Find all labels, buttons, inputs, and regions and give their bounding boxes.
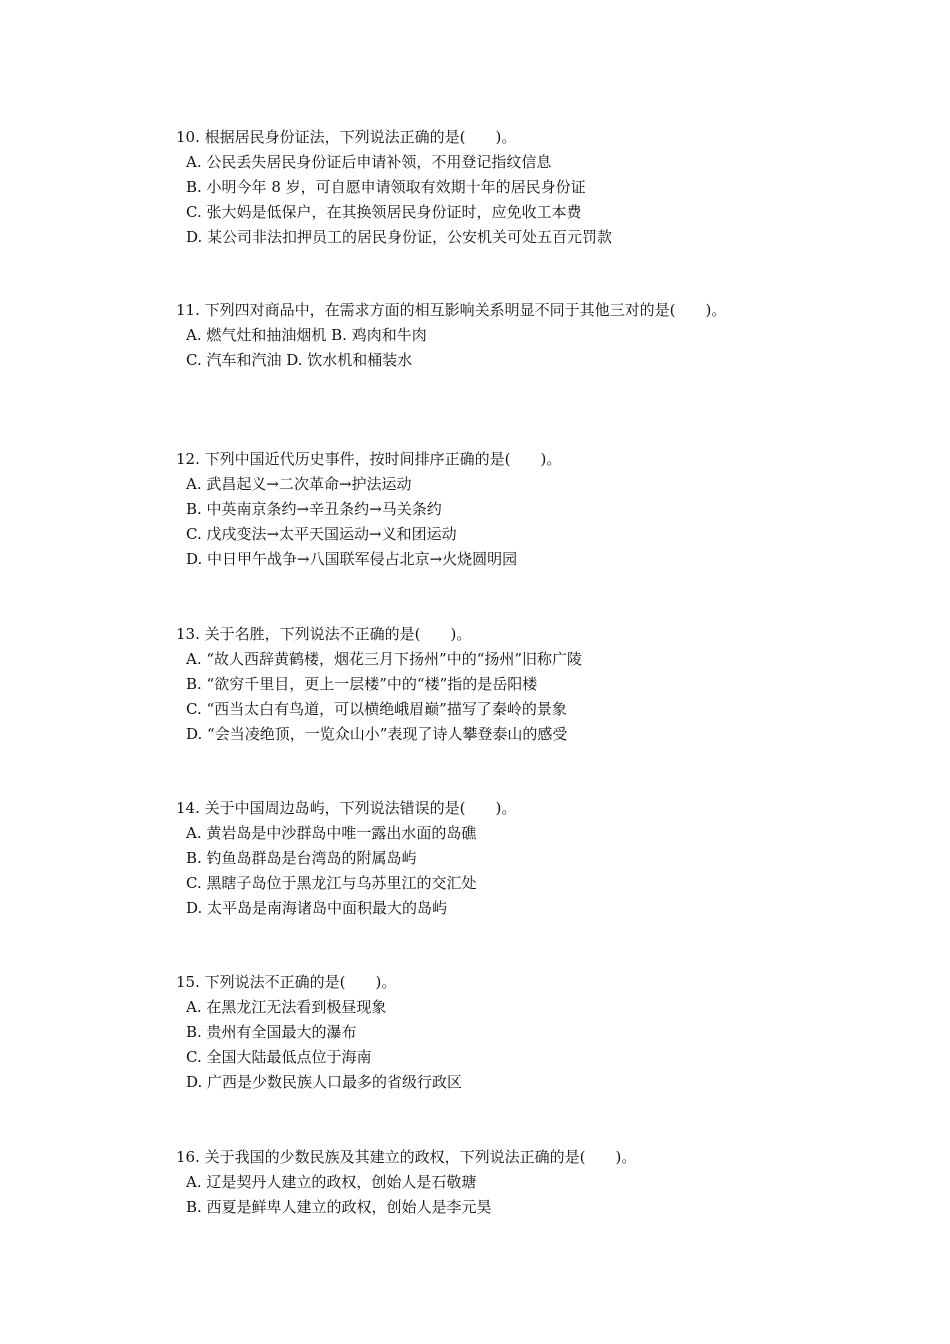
question-11 — [176, 298, 896, 373]
question-14 — [176, 796, 896, 921]
question-stem: 10. 根据居民身份证法，下列说法正确的是( )。 — [176, 128, 517, 146]
question-16 — [176, 1145, 896, 1220]
question-10 — [176, 125, 896, 250]
option-a: A. 黄岩岛是中沙群岛中唯一露出水面的岛礁 — [186, 824, 477, 842]
question-stem: 15. 下列说法不正确的是( )。 — [176, 973, 397, 991]
option-d: D. 中日甲午战争→八国联军侵占北京→火烧圆明园 — [186, 550, 518, 568]
option-c: C. 戊戌变法→太平天国运动→义和团运动 — [186, 525, 457, 543]
question-13 — [176, 622, 896, 747]
option-b: B. 小明今年 8 岁，可自愿申请领取有效期十年的居民身份证 — [186, 178, 586, 196]
question-stem: 12. 下列中国近代历史事件，按时间排序正确的是( )。 — [176, 450, 562, 468]
option-c: C. 张大妈是低保户，在其换领居民身份证时，应免收工本费 — [186, 203, 582, 221]
option-d: D. 广西是少数民族人口最多的省级行政区 — [186, 1073, 463, 1091]
option-a: A. 武昌起义→二次革命→护法运动 — [186, 475, 412, 493]
question-stem: 13. 关于名胜，下列说法不正确的是( )。 — [176, 625, 472, 643]
option-a: A. 公民丢失居民身份证后申请补领，不用登记指纹信息 — [186, 153, 552, 171]
option-ab: A. 燃气灶和抽油烟机 B. 鸡肉和牛肉 — [186, 326, 427, 344]
question-stem: 11. 下列四对商品中，在需求方面的相互影响关系明显不同于其他三对的是( )。 — [176, 301, 727, 319]
option-d: D. 某公司非法扣押员工的居民身份证，公安机关可处五百元罚款 — [186, 228, 613, 246]
option-a: A. 辽是契丹人建立的政权，创始人是石敬瑭 — [186, 1173, 477, 1191]
option-b: B. 钓鱼岛群岛是台湾岛的附属岛屿 — [186, 849, 417, 867]
option-a: A. “故人西辞黄鹤楼，烟花三月下扬州”中的“扬州”旧称广陵 — [186, 650, 583, 668]
option-c: C. 全国大陆最低点位于海南 — [186, 1048, 372, 1066]
option-d: D. 太平岛是南海诸岛中面积最大的岛屿 — [186, 899, 448, 917]
question-15 — [176, 970, 896, 1095]
option-b: B. 西夏是鲜卑人建立的政权，创始人是李元昊 — [186, 1198, 492, 1216]
option-b: B. 中英南京条约→辛丑条约→马关条约 — [186, 500, 442, 518]
option-b: B. 贵州有全国最大的瀑布 — [186, 1023, 357, 1041]
option-cd: C. 汽车和汽油 D. 饮水机和桶装水 — [186, 351, 413, 369]
option-c: C. 黑瞎子岛位于黑龙江与乌苏里江的交汇处 — [186, 874, 477, 892]
option-b: B. “欲穷千里目，更上一层楼”中的“楼”指的是岳阳楼 — [186, 675, 538, 693]
question-12 — [176, 447, 896, 572]
option-a: A. 在黑龙江无法看到极昼现象 — [186, 998, 387, 1016]
question-stem: 16. 关于我国的少数民族及其建立的政权，下列说法正确的是( )。 — [176, 1148, 637, 1166]
question-stem: 14. 关于中国周边岛屿，下列说法错误的是( )。 — [176, 799, 517, 817]
option-d: D. “会当凌绝顶，一览众山小”表现了诗人攀登泰山的感受 — [186, 725, 568, 743]
option-c: C. “西当太白有鸟道，可以横绝峨眉巅”描写了秦岭的景象 — [186, 700, 567, 718]
